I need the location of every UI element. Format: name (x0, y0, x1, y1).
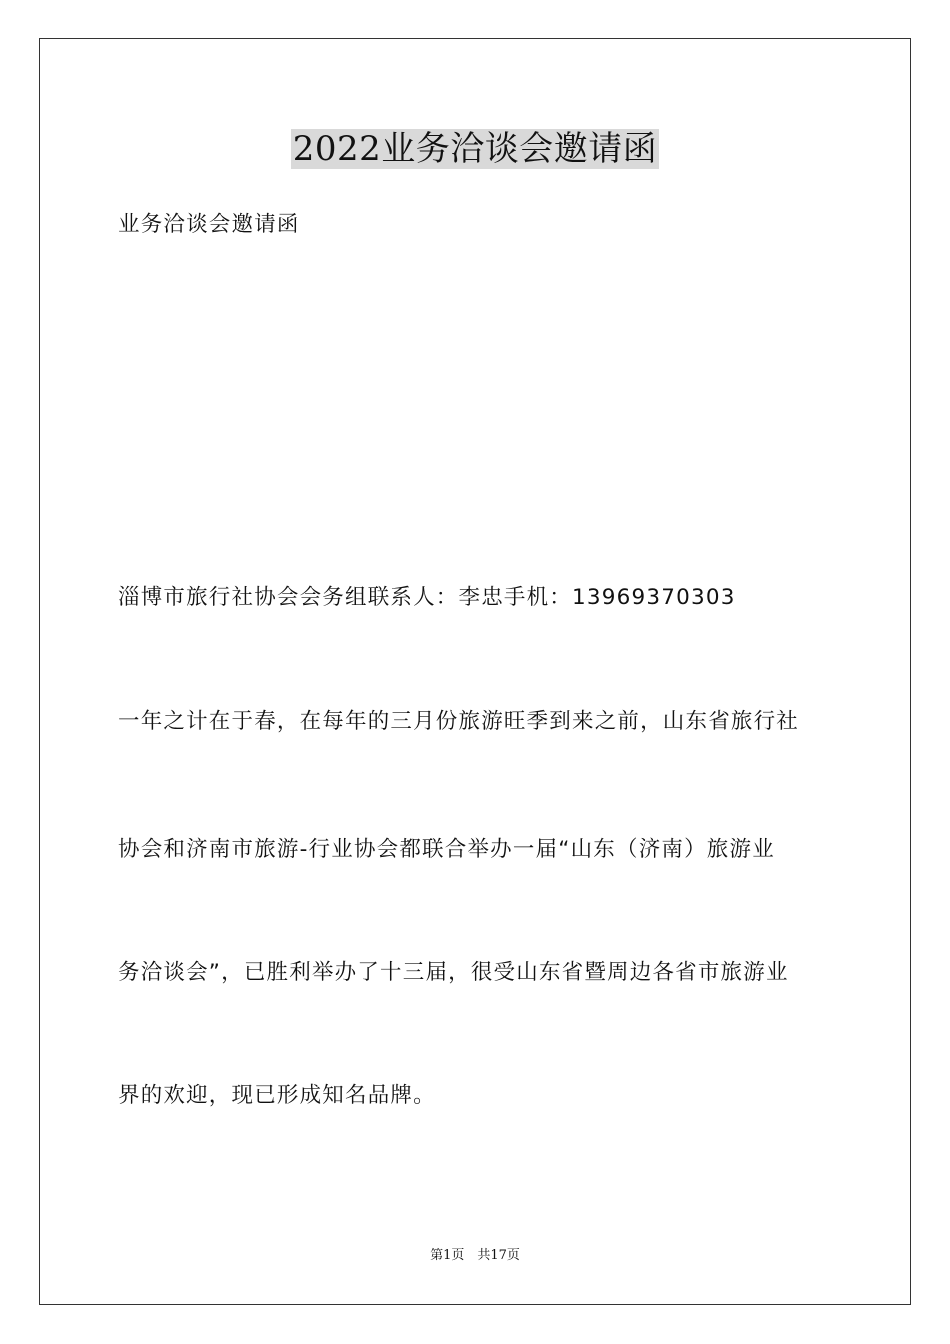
document-title (0, 128, 950, 170)
document-subtitle: 业务洽谈会邀请函 (118, 212, 300, 237)
paragraph-line: 务洽谈会”，已胜利举办了十三届，很受山东省暨周边各省市旅游业 (118, 960, 789, 985)
paragraph-line: 淄博市旅行社协会会务组联系人：李忠手机：13969370303 (118, 585, 736, 610)
paragraph-line: 协会和济南市旅游-行业协会都联合举办一届“山东（济南）旅游业 (118, 837, 775, 862)
page-number-footer: 第1页 共17页 (430, 1248, 520, 1263)
paragraph-line: 界的欢迎，现已形成知名品牌。 (118, 1083, 436, 1108)
paragraph-line: 一年之计在于春，在每年的三月份旅游旺季到来之前，山东省旅行社 (118, 709, 800, 734)
document-title-text: 2022业务洽谈会邀请函 (292, 129, 658, 169)
